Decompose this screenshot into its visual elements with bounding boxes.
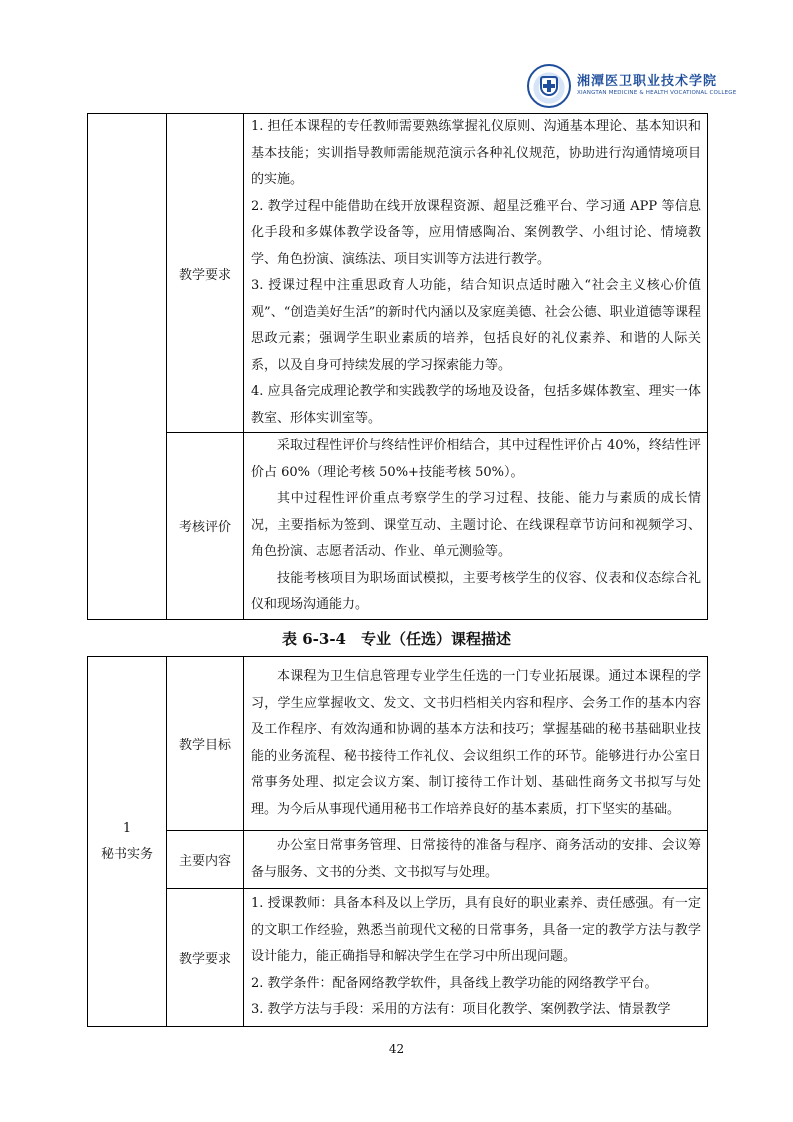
paragraph: 其中过程性评价重点考察学生的学习过程、技能、能力与素质的成长情况，主要指标为签到、课堂互动、主题讨论、在线课程章节访问和视频学习、角色扮演、志愿者活动、作业、单元测验等。 — [251, 491, 701, 559]
row-label: 教学要求 — [167, 114, 244, 433]
page-number: 42 — [388, 1042, 405, 1056]
paragraph: 2. 教学过程中能借助在线开放课程资源、超星泛雅平台、学习通 APP 等信息化手段和多媒体教学设备等，应用情感陶冶、案例教学、小组讨论、情境教学、角色扮演、演练法、项目实训等方法进行教学。 — [251, 198, 701, 267]
course-cell-blank — [88, 114, 167, 620]
table-row — [88, 114, 708, 433]
course-table — [87, 656, 708, 1027]
row-content — [244, 114, 708, 433]
paragraph: 2. 教学条件：配备网络教学软件，具备线上教学功能的网络教学平台。 — [251, 975, 658, 991]
paragraph: 3. 教学方法与手段：采用的方法有：项目化教学、案例教学法、情景教学 — [251, 1002, 671, 1018]
paragraph: 1. 担任本课程的专任教师需要熟练掌握礼仪原则、沟通基本理论、基本知识和基本技能；实训指导教师需能规范演示各种礼仪规范，协助进行沟通情境项目的实施。 — [251, 119, 701, 187]
row-content — [244, 433, 708, 620]
paragraph: 办公室日常事务管理、日常接待的准备与程序、商务活动的安排、会议筹备与服务、文书的分类、文书拟写与处理。 — [251, 838, 701, 880]
row-label: 教学目标 — [167, 657, 244, 831]
paragraph: 本课程为卫生信息管理专业学生任选的一门专业拓展课。通过本课程的学习，学生应掌握收文、发文、文书归档相关内容和程序、会务工作的基本内容及工作程序、有效沟通和协调的基本方法和技巧；掌握基础的秘书基础职业技能的业务流程、秘书接待工作礼仪、会议组织工作的环节。能够进行办公室日常事务处理、拟定会议方案、制订接待工作计划、基础性商务文书拟写与处理。为今后从事现代通用秘书工作培养良好的基本素质，打下坚实的基础。 — [251, 669, 701, 817]
paragraph: 3. 授课过程中注重思政育人功能，结合知识点适时融入“社会主义核心价值观”、“创造美好生活”的新时代内涵以及家庭美德、社会公德、职业道德等课程思政元素；强调学生职业素质的培养，包括良好的礼仪素养、和谐的人际关系，以及自身可持续发展的学习探索能力等。 — [251, 278, 701, 373]
college-emblem-icon — [527, 64, 571, 108]
course-number: 1 — [122, 820, 132, 836]
logo-chinese-name: 湘潭医卫职业技术学院 — [577, 74, 718, 90]
row-content — [244, 831, 708, 889]
row-label: 教学要求 — [167, 889, 244, 1027]
row-label: 主要内容 — [167, 831, 244, 889]
table-row — [88, 831, 708, 889]
paragraph: 采取过程性评价与终结性评价相结合，其中过程性评价占 40%，终结性评价占 60%（理论考核 50%+技能考核 50%）。 — [251, 438, 701, 480]
course-cell — [88, 657, 167, 1027]
college-logo — [527, 64, 736, 108]
paragraph: 4. 应具备完成理论教学和实践教学的场地及设备，包括多媒体教室、理实一体教室、形体实训室等。 — [251, 384, 701, 426]
table-caption: 表 6-3-4 专业（任选）课程描述 — [282, 630, 511, 648]
row-content — [244, 889, 708, 1027]
row-label: 考核评价 — [167, 433, 244, 620]
table-row — [88, 889, 708, 1027]
course-table-continued — [87, 113, 708, 620]
table-row — [88, 433, 708, 620]
paragraph: 技能考核项目为职场面试模拟，主要考核学生的仪容、仪表和仪态综合礼仪和现场沟通能力。 — [251, 570, 701, 612]
paragraph: 1. 授课教师：具备本科及以上学历，具有良好的职业素养、责任感强。有一定的文职工作经验，熟悉当前现代文秘的日常事务，具备一定的教学方法与教学设计能力，能正确指导和解决学生在学习中所出现问题。 — [251, 896, 701, 965]
table-row — [88, 657, 708, 831]
row-content — [244, 657, 708, 831]
course-name: 秘书实务 — [100, 846, 153, 862]
logo-english-name: XIANGTAN MEDICINE & HEALTH VOCATIONAL COLLEGE — [577, 90, 737, 97]
